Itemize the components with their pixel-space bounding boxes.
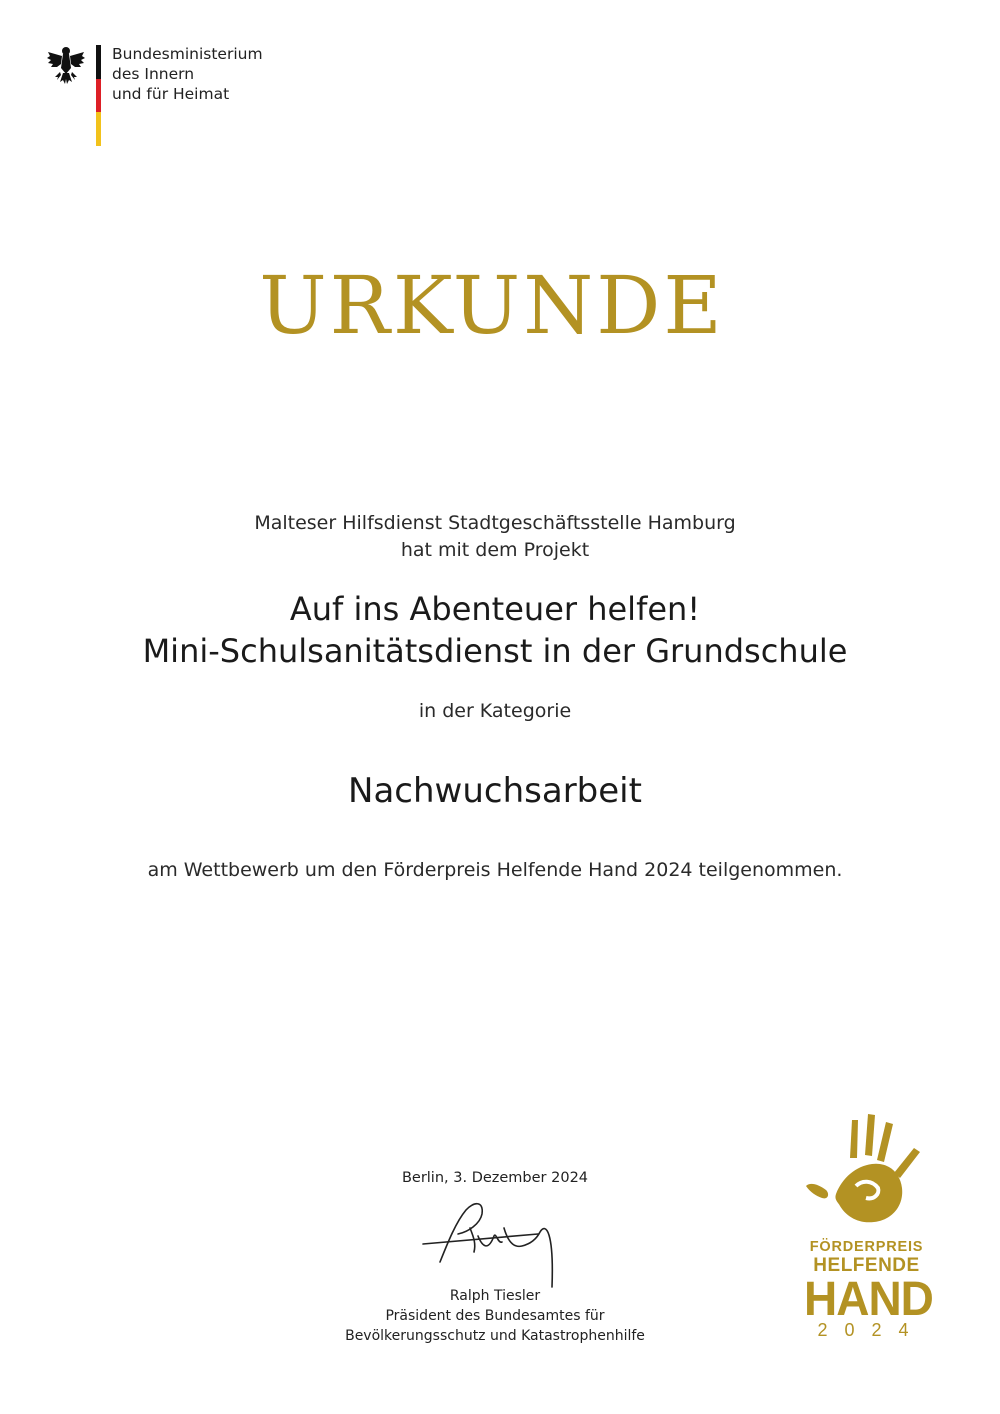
flag-black	[96, 45, 101, 79]
flag-red	[96, 79, 101, 113]
ministry-line-1: Bundesministerium	[112, 45, 263, 63]
recipient-block	[0, 510, 990, 564]
project-line-2: Mini-Schulsanitätsdienst in der Grundschule	[142, 632, 848, 670]
recipient-organization: Malteser Hilfsdienst Stadtgeschäftsstelle Hamburg	[254, 512, 736, 534]
certificate-title: URKUNDE	[259, 259, 725, 352]
signatory-title-1: Präsident des Bundesamtes für	[385, 1308, 605, 1324]
prize-line-3: HAND	[804, 1270, 933, 1326]
prize-year: 2024	[817, 1320, 926, 1340]
recipient-intro: hat mit dem Projekt	[400, 539, 590, 561]
federal-eagle-icon	[46, 44, 86, 86]
category-name: Nachwuchsarbeit	[348, 771, 642, 811]
signature-icon	[418, 1192, 563, 1292]
prize-logo-text	[804, 1238, 933, 1340]
signatory-name: Ralph Tiesler	[449, 1288, 541, 1304]
place-date: Berlin, 3. Dezember 2024	[401, 1170, 589, 1186]
ministry-line-3: und für Heimat	[112, 85, 230, 103]
closing-statement: am Wettbewerb um den Förderpreis Helfende Hand 2024 teilgenommen.	[147, 859, 843, 881]
prize-line-1: FÖRDERPREIS	[809, 1239, 924, 1255]
prize-logo	[796, 1108, 931, 1348]
flag-gold	[96, 112, 101, 146]
ministry-name	[112, 44, 263, 104]
ministry-line-2: des Innern	[112, 65, 195, 83]
german-flag-bar	[96, 45, 101, 146]
signatory-title-2: Bevölkerungsschutz und Katastrophenhilfe	[345, 1328, 645, 1344]
hand-print-icon	[796, 1108, 931, 1233]
project-line-1: Auf ins Abenteuer helfen!	[289, 590, 701, 628]
prize-line-2: HELFENDE	[813, 1255, 920, 1276]
project-title	[0, 588, 990, 672]
category-label: in der Kategorie	[418, 700, 572, 722]
